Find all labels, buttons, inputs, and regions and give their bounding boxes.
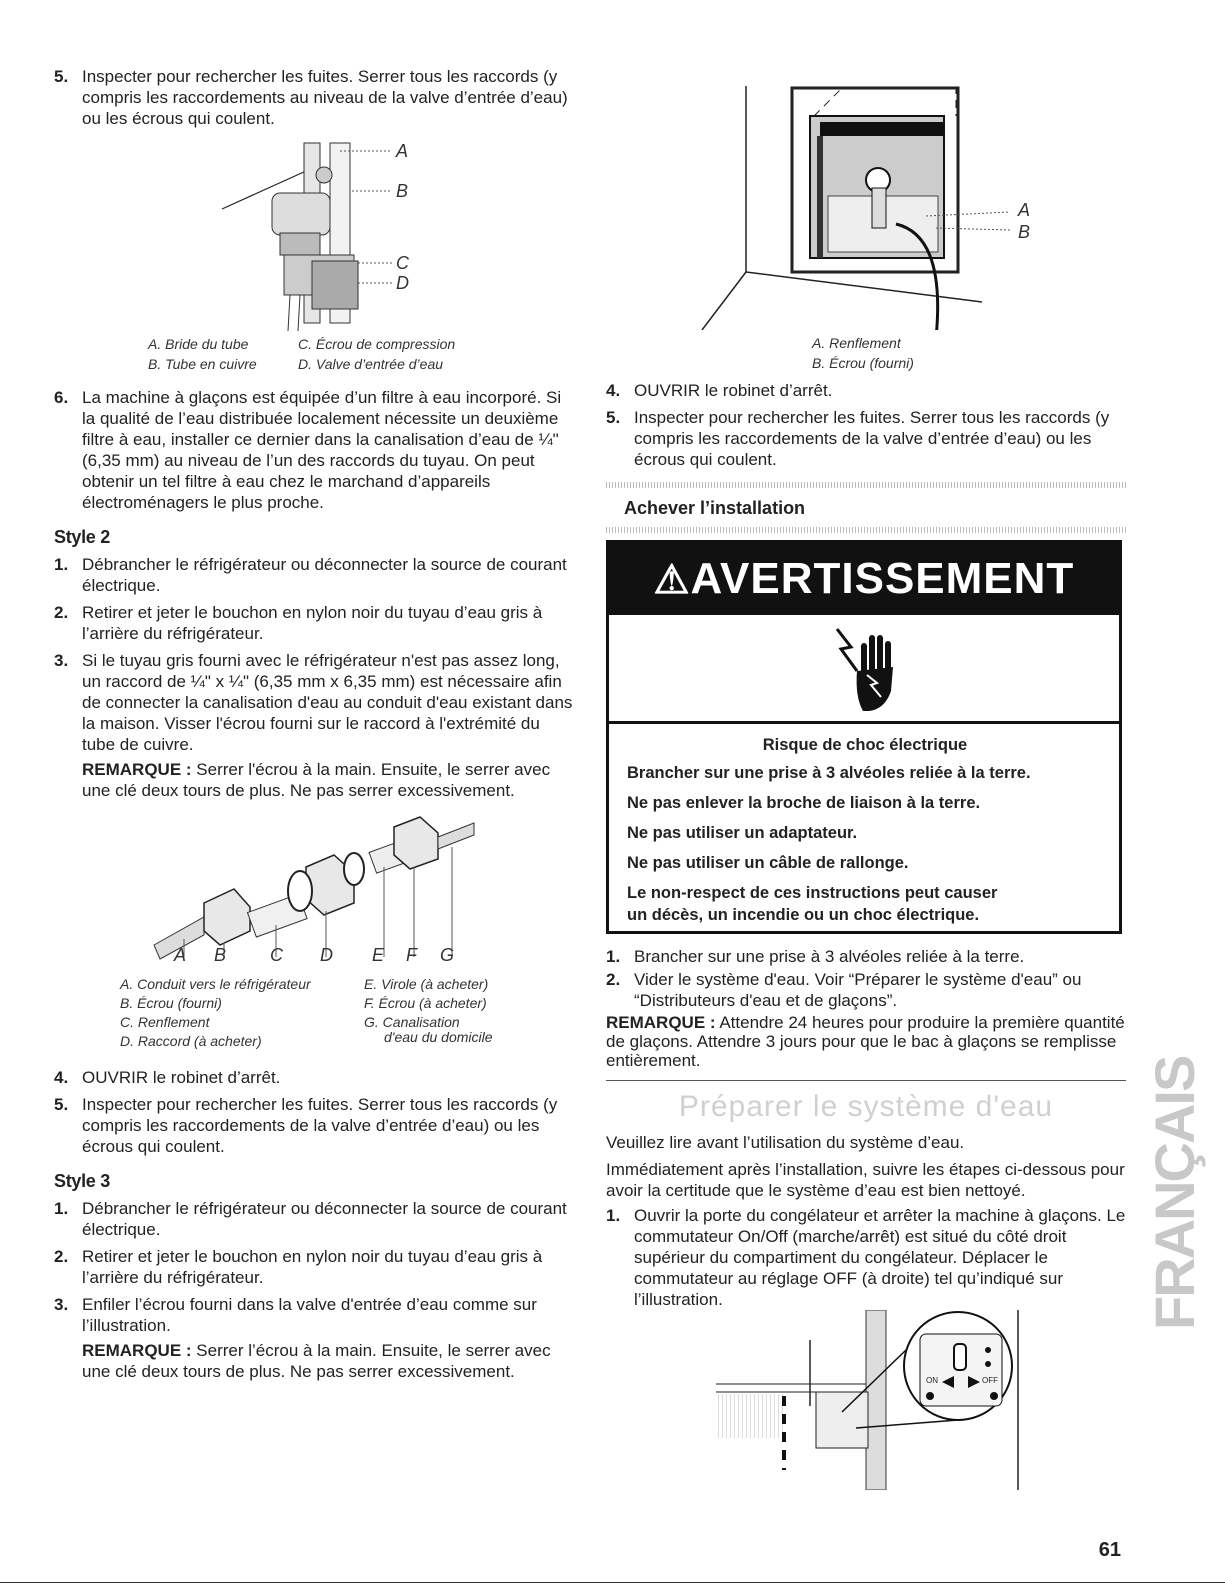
legend-item: B. Écrou (fourni) [812, 355, 914, 371]
note-text: Attendre 24 heures pour produire la première quantité de glaçons. Attendre 3 jours pour que le bac à glaçons se remplisse entièrement. [606, 1013, 1125, 1070]
list-item [606, 1205, 1126, 1310]
step-number: 1. [606, 1206, 621, 1225]
fig-letter-b: B [1018, 222, 1031, 242]
fig-letter-e: E [372, 945, 385, 965]
note-text: Serrer l'écrou à la main. Ensuite, le serrer avec une clé deux tours de plus. Ne pas serrer excessivement. [82, 760, 551, 800]
step-text: La machine à glaçons est équipée d’un filtre à eau incorporé. Si la qualité de l’eau distribuée localement nécessite un deuxième filtre à eau, installer ce dernier dans la canalisation d’eau de ¼" (6,35 mm) au niveau de l’un des raccords du tuyau. On peut obtenir un tel filtre à eau chez le marchand d’appareils électroménagers le plus proche. [82, 388, 562, 512]
note-label: REMARQUE : [606, 1013, 716, 1032]
right-steps [606, 380, 1126, 470]
fig-letter-a: A [1018, 200, 1031, 220]
legend-item: A. Conduit vers le réfrigérateur [120, 976, 311, 992]
style2-note [82, 759, 574, 801]
list-item [54, 1094, 574, 1157]
step-text: OUVRIR le robinet d’arrêt. [634, 381, 833, 400]
s1-steps-cont [54, 387, 574, 513]
hatch-divider [606, 527, 1126, 533]
legend-item: B. Écrou (fourni) [120, 995, 222, 1011]
warning-line: Ne pas utiliser un adaptateur. [627, 824, 858, 842]
step-number: 1. [54, 1199, 69, 1218]
right-column-bottom [606, 946, 1126, 1070]
section-heading: Achever l’installation [624, 498, 806, 518]
style2-heading: Style 2 [54, 527, 110, 547]
legend-item: A. Bride du tube [148, 336, 249, 352]
list-item [54, 602, 574, 644]
fig-letter-b: B [396, 181, 409, 201]
outlet-box-figure [606, 76, 1126, 330]
valve-legend [54, 335, 574, 377]
step-text: Retirer et jeter le bouchon en nylon noir du tuyau d’eau gris à l’arrière du réfrigérateur. [82, 603, 543, 643]
outlet-legend [606, 334, 1126, 376]
legend-item: E. Virole (à acheter) [364, 976, 489, 992]
switch-on-label: ON [926, 1376, 938, 1385]
warning-text [609, 724, 1119, 926]
step-number: 3. [54, 1295, 69, 1314]
step-number: 5. [54, 67, 69, 86]
right-column-top [606, 76, 1126, 476]
list-item [606, 380, 1126, 401]
switch-off-label: OFF [982, 1376, 998, 1385]
switch-figure [706, 1310, 1026, 1490]
style2-steps [54, 554, 574, 801]
step-number: 2. [54, 603, 69, 622]
fitting-figure [54, 807, 574, 967]
legend-item: B. Tube en cuivre [148, 356, 257, 372]
warning-line: Ne pas utiliser un câble de rallonge. [627, 854, 909, 872]
style2-steps-cont [54, 1067, 574, 1157]
note-text: Serrer l’écrou à la main. Ensuite, le serrer avec une clé deux tours de plus. Ne pas serrer excessivement. [82, 1341, 551, 1381]
step-number: 1. [54, 555, 69, 574]
prep-paragraph: Veuillez lire avant l’utilisation du système d’eau. [606, 1133, 965, 1152]
step-text: Débrancher le réfrigérateur ou déconnecter la source de courant électrique. [82, 555, 567, 595]
legend-item: F. Écrou (à acheter) [364, 995, 487, 1011]
left-column [54, 66, 574, 1388]
warning-line: Le non-respect de ces instructions peut causer [627, 884, 998, 902]
warning-line: un décès, un incendie ou un choc électrique. [627, 906, 980, 924]
electric-shock-hand-icon [609, 615, 1119, 721]
list-item [54, 1246, 574, 1288]
legend-item: D. Valve d’entrée d’eau [298, 356, 444, 372]
step-text: Vider le système d'eau. Voir “Préparer le système d'eau” ou “Distributeurs d'eau et de glaçons”. [634, 970, 1082, 1010]
step-number: 5. [54, 1095, 69, 1114]
style3-heading: Style 3 [54, 1171, 110, 1191]
list-item [54, 1067, 574, 1088]
list-item [54, 387, 574, 513]
legend-item: d'eau du domicile [384, 1029, 493, 1045]
step-number: 4. [54, 1068, 69, 1087]
step-text: OUVRIR le robinet d’arrêt. [82, 1068, 281, 1087]
after-steps [606, 946, 1126, 1011]
style3-steps [54, 1198, 574, 1382]
note-label: REMARQUE : [82, 1341, 192, 1360]
list-item [606, 946, 1126, 967]
step-number: 2. [54, 1247, 69, 1266]
warning-title: AVERTISSEMENT [690, 554, 1075, 603]
s1-steps [54, 66, 574, 129]
fitting-illustration [54, 807, 574, 967]
page-number: 61 [1098, 1539, 1121, 1561]
step-number: 5. [606, 408, 621, 427]
legend-item: A. Renflement [812, 335, 901, 351]
step-number: 3. [54, 651, 69, 670]
step-text: Inspecter pour rechercher les fuites. Serrer tous les raccords (y compris les raccordements de la valve d’entrée d’eau) ou les écrous qui coulent. [82, 1095, 558, 1156]
list-item [54, 650, 574, 801]
switch-illustration [706, 1310, 1026, 1490]
side-tab-label: FRANÇAIS [1143, 1056, 1206, 1330]
step-number: 6. [54, 388, 69, 407]
language-side-tab [1143, 1056, 1206, 1330]
warning-box [606, 540, 1122, 934]
outlet-box-illustration [606, 76, 1126, 330]
list-item [54, 1198, 574, 1240]
step-text: Inspecter pour rechercher les fuites. Serrer tous les raccords (y compris les raccordements de la valve d’entrée d’eau) ou les écrous qui coulent. [634, 408, 1110, 469]
section-achever [606, 482, 1126, 534]
step-text: Débrancher le réfrigérateur ou déconnecter la source de courant électrique. [82, 1199, 567, 1239]
warning-header [609, 543, 1119, 615]
divider [606, 1080, 1126, 1081]
list-item [606, 407, 1126, 470]
fig-letter-d: D [396, 273, 409, 293]
step-text: Retirer et jeter le bouchon en nylon noir du tuyau d’eau gris à l’arrière du réfrigérateur. [82, 1247, 543, 1287]
legend-item: D. Raccord (à acheter) [120, 1033, 262, 1049]
legend-item: C. Écrou de compression [298, 336, 456, 352]
prep-steps [606, 1205, 1126, 1310]
prep-section [606, 1132, 1126, 1316]
warning-triangle-icon: ⚠ [653, 558, 691, 602]
fitting-legend [54, 975, 574, 1059]
fig-letter-b: B [214, 945, 227, 965]
list-item [54, 554, 574, 596]
step-number: 1. [606, 947, 621, 966]
legend-item: G. Canalisation [364, 1014, 460, 1030]
page-bottom-rule [0, 1582, 1225, 1583]
fig-letter-g: G [440, 945, 455, 965]
warning-line: Ne pas enlever la broche de liaison à la terre. [627, 794, 981, 812]
legend-item: C. Renflement [120, 1014, 210, 1030]
valve-illustration [54, 135, 574, 331]
step-text: Si le tuyau gris fourni avec le réfrigérateur n'est pas assez long, un raccord de ¼" x ¼" (6,35 mm x 6,35 mm) est nécessaire afin de connecter la canalisation d'eau au conduit d'eau existant dans la maison. Visser l'écrou fourni sur le raccord à l'extrémité du tube de cuivre. [82, 651, 573, 754]
warning-icon-area [609, 615, 1119, 724]
step-number: 2. [606, 970, 621, 989]
list-item [54, 1294, 574, 1382]
fig-letter-c: C [396, 253, 409, 273]
step-text: Enfiler l’écrou fourni dans la valve d'entrée d’eau comme sur l’illustration. [82, 1295, 537, 1335]
prep-paragraph: Immédiatement après l’installation, suivre les étapes ci-dessous pour avoir la certitude que le système d’eau est bien nettoyé. [606, 1160, 1125, 1200]
list-item [54, 66, 574, 129]
fig-letter-d: D [320, 945, 333, 965]
warning-line: Brancher sur une prise à 3 alvéoles reliée à la terre. [627, 764, 1031, 782]
style3-note [82, 1340, 574, 1382]
valve-figure [54, 135, 574, 331]
fig-letter-a: A [396, 141, 409, 161]
prep-heading: Préparer le système d'eau [678, 1090, 1054, 1123]
fig-letter-a: A [174, 945, 187, 965]
warning-risk: Risque de choc électrique [762, 736, 968, 754]
note-label: REMARQUE : [82, 760, 192, 779]
fig-letter-f: F [406, 945, 417, 965]
list-item [606, 969, 1126, 1011]
step-text: Inspecter pour rechercher les fuites. Serrer tous les raccords (y compris les raccordements au niveau de la valve d’entrée d’eau) ou les écrous qui coulent. [82, 67, 568, 128]
step-text: Brancher sur une prise à 3 alvéoles reliée à la terre. [634, 947, 1025, 966]
after-note [606, 1013, 1126, 1070]
fig-letter-c: C [270, 945, 283, 965]
step-number: 4. [606, 381, 621, 400]
step-text: Ouvrir la porte du congélateur et arrêter la machine à glaçons. Le commutateur On/Off (marche/arrêt) est situé du côté droit supérieur du compartiment du congélateur. Déplacer le commutateur au réglage OFF (à droite) tel qu’indiqué sur l’illustration. [634, 1206, 1126, 1309]
